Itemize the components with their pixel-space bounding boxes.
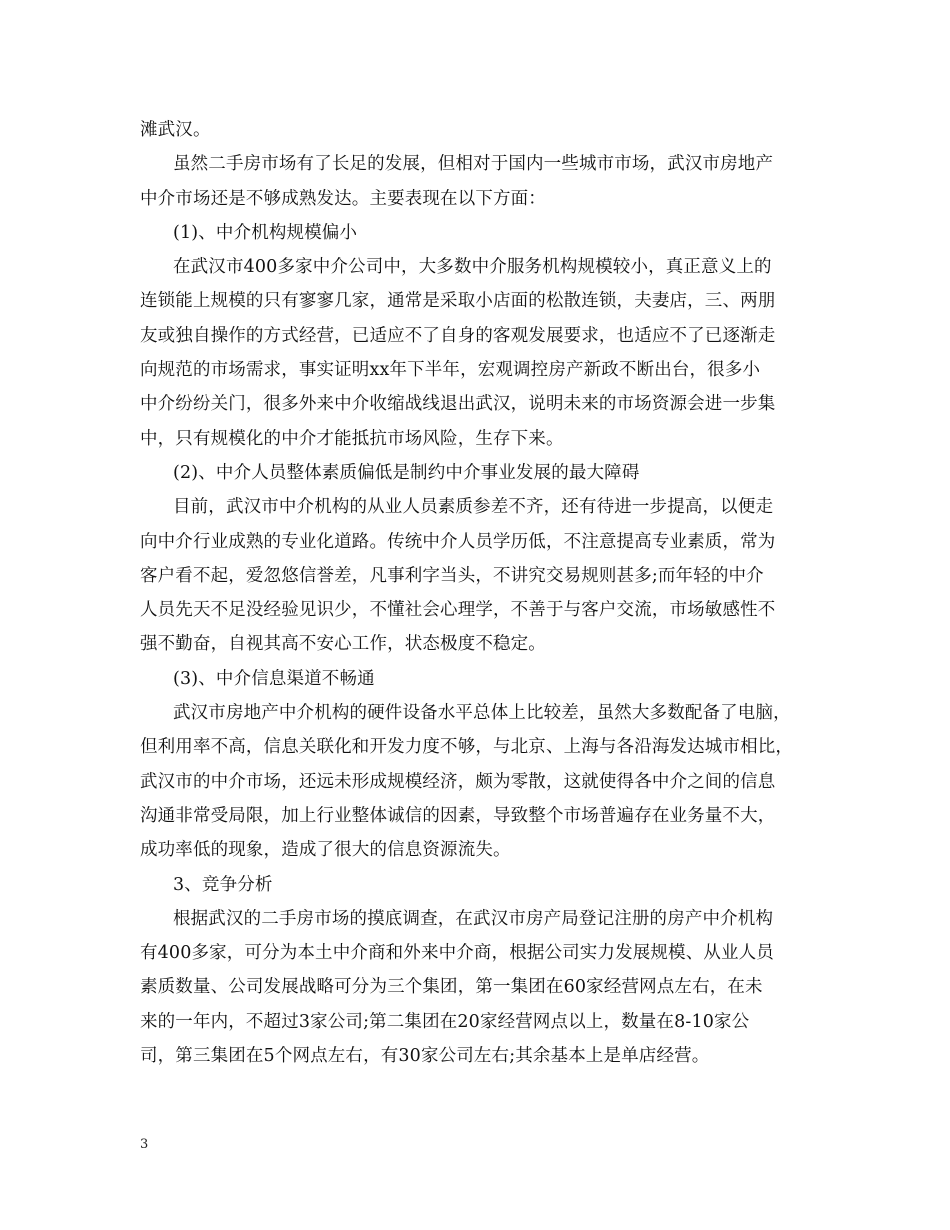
section-heading-competition: 3、竞争分析 <box>173 874 273 895</box>
text-line: 向中介行业成熟的专业化道路。传统中介人员学历低，不注意提高专业素质，常为 <box>140 531 776 552</box>
section-heading-3: (3)、中介信息渠道不畅通 <box>173 668 375 689</box>
page-number: 3 <box>140 1137 149 1152</box>
text-line: 滩武汉。 <box>140 120 211 140</box>
document-body <box>140 113 812 1073</box>
text-line: 中介市场还是不够成熟发达。主要表现在以下方面： <box>140 188 546 209</box>
text-line: 来的一年内，不超过3家公司;第二集团在20家经营网点以上，数量在8-10家公 <box>140 1011 750 1032</box>
text-line: 沟通非常受局限，加上行业整体诚信的因素，导致整个市场普遍存在业务量不大， <box>140 805 776 826</box>
text-line: 中介纷纷关门，很多外来中介收缩战线退出武汉，说明未来的市场资源会进一步集 <box>140 394 776 415</box>
text-line: 连锁能上规模的只有寥寥几家，通常是采取小店面的松散连锁，夫妻店，三、两朋 <box>140 291 776 312</box>
text-line: 成功率低的现象，造成了很大的信息资源流失。 <box>140 840 511 861</box>
paragraph-first-line: 武汉市房地产中介机构的硬件设备水平总体上比较差，虽然大多数配备了电脑， <box>173 703 791 724</box>
text-line: 司，第三集团在5个网点左右，有30家公司左右;其余基本上是单店经营。 <box>140 1046 710 1067</box>
text-line: 武汉市的中介市场，还远未形成规模经济，颇为零散，这就使得各中介之间的信息 <box>140 771 776 792</box>
text-line: 客户看不起，爱忽悠信誉差，凡事利字当头，不讲究交易规则甚多;而年轻的中介 <box>140 565 764 586</box>
text-line: 中，只有规模化的中介才能抵抗市场风险，生存下来。 <box>140 428 564 449</box>
text-line: 但利用率不高，信息关联化和开发力度不够，与北京、上海与各沿海发达城市相比， <box>140 737 794 758</box>
text-line: 素质数量、公司发展战略可分为三个集团，第一集团在60家经营网点左右，在未 <box>140 977 763 998</box>
text-line: 有400多家，可分为本土中介商和外来中介商，根据公司实力发展规模、从业人员 <box>140 943 774 964</box>
paragraph-first-line: 目前，武汉市中介机构的从业人员素质参差不齐，还有待进一步提高，以便走 <box>173 497 774 518</box>
section-heading-1: (1)、中介机构规模偏小 <box>173 222 358 243</box>
text-line: 向规范的市场需求，事实证明xx年下半年，宏观调控房产新政不断出台，很多小 <box>140 360 761 381</box>
text-line: 人员先天不足没经验见识少，不懂社会心理学，不善于与客户交流，市场敏感性不 <box>140 600 776 621</box>
paragraph-first-line: 虽然二手房市场有了长足的发展，但相对于国内一些城市市场，武汉市房地产 <box>173 154 774 175</box>
text-line: 友或独自操作的方式经营，已适应不了自身的客观发展要求，也适应不了已逐渐走 <box>140 325 776 346</box>
section-heading-2: (2)、中介人员整体素质偏低是制约中介事业发展的最大障碍 <box>173 462 640 483</box>
paragraph-first-line: 根据武汉的二手房市场的摸底调查，在武汉市房产局登记注册的房产中介机构 <box>173 908 774 929</box>
text-line: 强不勤奋，自视其高不安心工作，状态极度不稳定。 <box>140 634 546 655</box>
paragraph-first-line: 在武汉市400多家中介公司中，大多数中介服务机构规模较小，真正意义上的 <box>173 257 772 278</box>
